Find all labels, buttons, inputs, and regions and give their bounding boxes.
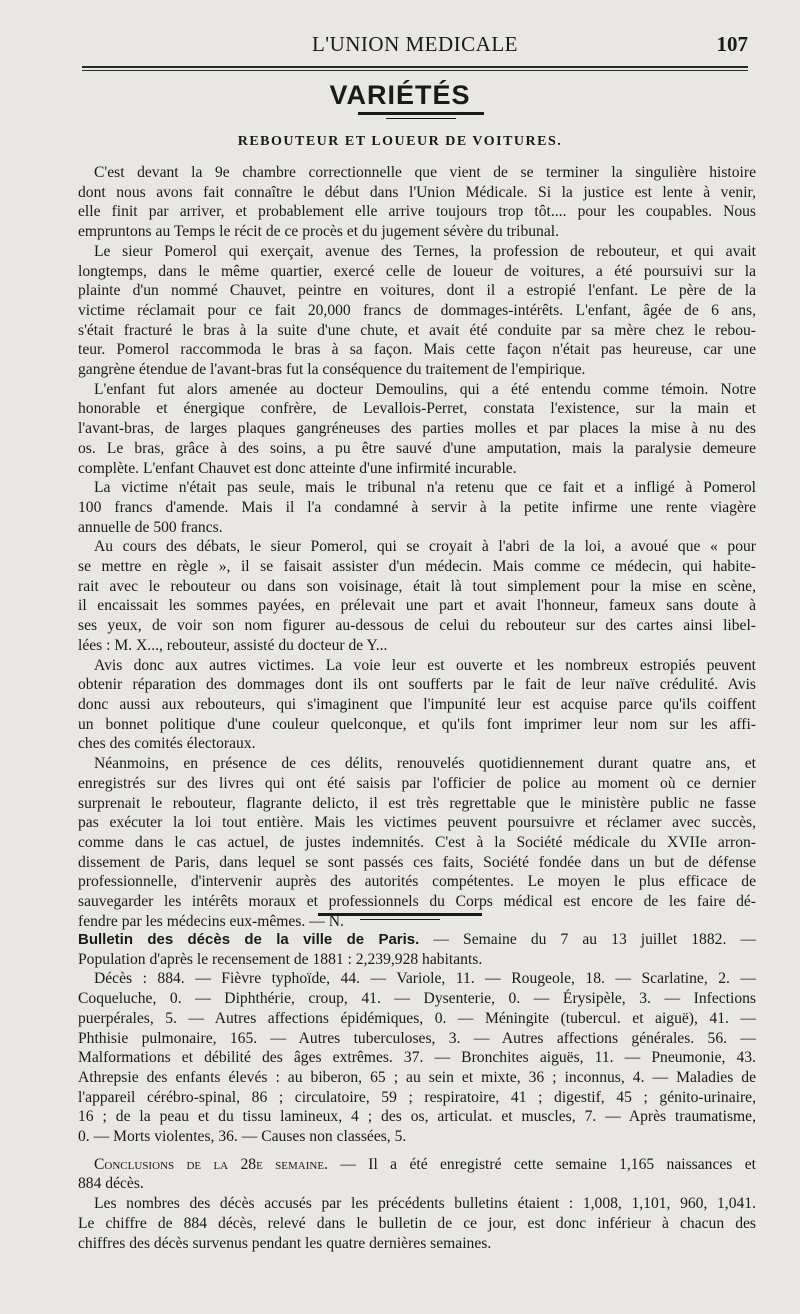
article-body <box>78 163 756 931</box>
bulletin-line: puerpérales, 5. — Autres affections épidémiques, 0. — Méningite (tubercul. et aiguë), 41. — <box>78 1009 756 1027</box>
article-line: annuelle de 500 francs. <box>78 518 223 536</box>
title-underline <box>358 112 484 115</box>
article-line: professionnelle, d'intervenir auprès des autorités compétentes. Le moyen le plus efficace de <box>78 873 756 891</box>
bulletin-line: Décès : 884. — Fièvre typhoïde, 44. — Variole, 11. — Rougeole, 18. — Scarlatine, 2. — <box>94 970 756 988</box>
article-line: un bonnet politique d'une couleur quelconque, et qu'ils font imprimer leur nom sur les affi- <box>78 715 756 733</box>
bulletin-line: Coqueluche, 0. — Diphthérie, croup, 41. — Dysenterie, 0. — Érysipèle, 3. — Infections <box>78 990 756 1008</box>
bulletin-line: Population d'après le recensement de 1881 : 2,239,928 habitants. <box>78 950 483 968</box>
article-line: Néanmoins, en présence de ces délits, renouvelés quotidiennement durant quatre ans, et <box>94 755 756 773</box>
article-line: pas exécuter la loi tout entière. Mais les victimes peuvent poursuivre et réclamer avec succès, <box>78 814 756 832</box>
mortality-bulletin <box>78 930 756 1253</box>
bulletin-week: — Semaine du 7 au 13 juillet 1882. — <box>419 931 757 948</box>
section-title: VARIÉTÉS <box>329 80 471 110</box>
section-separator-thin <box>360 919 440 920</box>
conclusions-line: 884 décès. <box>78 1175 144 1193</box>
article-line: ses yeux, de voir son nom figurer au-dessous de celui du rebouteur sur des cartes ainsi libel- <box>78 617 756 635</box>
article-line: C'est devant la 9e chambre correctionnelle que vient de se terminer la singulière histoire <box>94 164 756 181</box>
article-line: lées : M. X..., rebouteur, assisté du docteur de Y... <box>78 636 388 654</box>
article-line: il encaissait les sommes payées, en prélevait une part et avait l'honneur, fameux sans doute à <box>78 597 756 615</box>
article-line: 100 francs d'amende. Mais il l'a condamné à servir à la petite infirme une rente viagère <box>78 498 756 516</box>
article-line: L'enfant fut alors amenée au docteur Demoulins, qui a été entendu comme témoin. Notre <box>94 380 756 398</box>
journal-title: L'UNION MEDICALE <box>311 32 518 56</box>
article-subheading: REBOUTEUR ET LOUEUR DE VOITURES. <box>237 134 563 149</box>
article-line: fendre par les médecins eux-mêmes. — N. <box>78 912 344 930</box>
article-line: obtenir réparation des dommages dont ils ont soufferts par le fait de leur naïve crédulité. Avis <box>78 676 756 694</box>
bulletin-title: Bulletin des décès de la ville de Paris. <box>78 931 420 948</box>
section-separator <box>318 913 482 916</box>
conclusions-line: Le chiffre de 884 décès, relevé dans le bulletin de ce jour, est donc inférieur à chacun des <box>78 1214 756 1232</box>
bulletin-line: Malformations et débilité des âges extrêmes. 37. — Bronchites aiguës, 11. — Pneumonie, 43. <box>78 1049 756 1067</box>
bulletin-line: 16 ; de la peau et du tissu lamineux, 4 ; des os, articulat. et muscles, 7. — Après traumatisme, <box>78 1108 756 1126</box>
article-line: honorable et énergique confrère, de Levallois-Perret, constata l'existence, sur la main et <box>78 400 756 418</box>
article-line: enregistrés sur des livres qui ont été saisis par l'officier de police au moment où ce dernier <box>78 774 756 792</box>
article-line: dont nous avons fait connaître le début dans l'Union Médicale. Si la justice est lente à venir, <box>78 183 756 201</box>
article-line: l'avant-bras, de larges plaques gangréneuses des parties molles et par places la mise à nu des <box>78 420 756 438</box>
conclusions-line: chiffres des décès survenus pendant les quatre dernières semaines. <box>78 1234 492 1252</box>
conclusions-text: — Il a été enregistré cette semaine 1,165 naissances et <box>327 1155 756 1173</box>
article-line: La victime n'était pas seule, mais le tribunal n'a retenu que ce fait et a infligé à Pomerol <box>94 479 756 497</box>
article-line: s'était fracturé le bras à la suite d'une chute, et avait été conduite par sa mère chez le rebou- <box>78 321 756 339</box>
article-line: sauvegarder les intérêts moraux et professionnels du Corps médical est encore de les faire dé- <box>78 893 756 911</box>
header-rule-thin <box>82 70 748 71</box>
article-line: ches des comités électoraux. <box>78 735 256 753</box>
title-underline-thin <box>386 118 456 119</box>
article-line: elle finit par arriver, et probablement elle arrive toujours trop tôt.... pour les coupables. Nous <box>78 203 756 221</box>
article-line: comme dans le cas actuel, de justes indemnités. C'est à la Société médicale du XVIIe arron- <box>78 833 756 851</box>
bulletin-heading-line <box>78 930 756 950</box>
article-line: dissement de Paris, dans lequel se sont passés ces faits, Société fondée dans un but de défense <box>78 853 756 871</box>
bulletin-line: Phthisie pulmonaire, 165. — Autres tuberculoses, 3. — Autres affections générales. 56. — <box>78 1029 756 1047</box>
header-rule <box>82 66 748 68</box>
article-line: longtemps, dans le même quartier, exercé celle de loueur de voitures, a été poursuivi sur la <box>78 262 756 280</box>
article-line: empruntons au Temps le récit de ce procès et du jugement sévère du tribunal. <box>78 223 559 241</box>
conclusions-label: Conclusions de la 28e semaine. <box>94 1155 328 1173</box>
article-line: surprenait le rebouteur, flagrante delicto, il est très regrettable que le ministère public ne fasse <box>78 794 756 812</box>
bulletin-line: Athrepsie des enfants élevés : au biberon, 65 ; au sein et mixte, 36 ; inconnus, 4. — Maladies de <box>78 1068 756 1086</box>
article-line: rait avec le rebouteur ou dans son voisinage, était là tout simplement pour la mise en scène, <box>78 577 756 595</box>
article-line: Au cours des débats, le sieur Pomerol, qui se croyait à l'abri de la loi, a avoué que « pour <box>94 538 756 556</box>
running-header <box>82 30 748 64</box>
article-line: donc aussi aux rebouteurs, qui s'imaginent que l'impunité leur est acquise parce qu'ils coiffent <box>78 695 756 713</box>
bulletin-line: l'appareil cérébro-spinal, 86 ; circulatoire, 59 ; respiratoire, 41 ; digestif, 45 ; génito-urinaire, <box>78 1088 756 1106</box>
article-line: os. Le bras, grâce à des soins, a pu être sauvé d'une amputation, mais la paralysie demeure <box>78 439 756 457</box>
conclusions-heading-line <box>78 1155 756 1175</box>
bulletin-line: 0. — Morts violentes, 36. — Causes non classées, 5. <box>78 1128 407 1146</box>
article-line: Avis donc aux autres victimes. La voie leur est ouverte et les nombreux estropiés peuvent <box>94 656 756 674</box>
conclusions-line: Les nombres des décès accusés par les précédents bulletins étaient : 1,008, 1,101, 960, 1,041. <box>94 1195 756 1213</box>
page-number: 107 <box>716 32 748 56</box>
article-line: complète. L'enfant Chauvet est donc atteinte d'une infirmité incurable. <box>78 459 517 477</box>
article-line: Le sieur Pomerol qui exerçait, avenue des Ternes, la profession de rebouteur, et qui avait <box>94 242 756 260</box>
article-line: teur. Pomerol raccommoda le bras à sa façon. Mais cette façon n'était pas heureuse, car une <box>78 341 756 359</box>
article-line: se mettre en règle », il se faisait assister d'un médecin. Mais comme ce médecin, qui habite- <box>78 558 756 576</box>
article-line: gangrène étendue de l'avant-bras fut la conséquence du traitement de l'empirique. <box>78 361 586 379</box>
article-line: plainte d'un nommé Chauvet, peintre en voitures, dont il a estropié l'enfant. Le père de la <box>78 282 756 300</box>
article-line: victime réclamait pour ce fait 20,000 francs de dommages-intérêts. L'enfant, âgée de 6 ans, <box>78 301 756 319</box>
